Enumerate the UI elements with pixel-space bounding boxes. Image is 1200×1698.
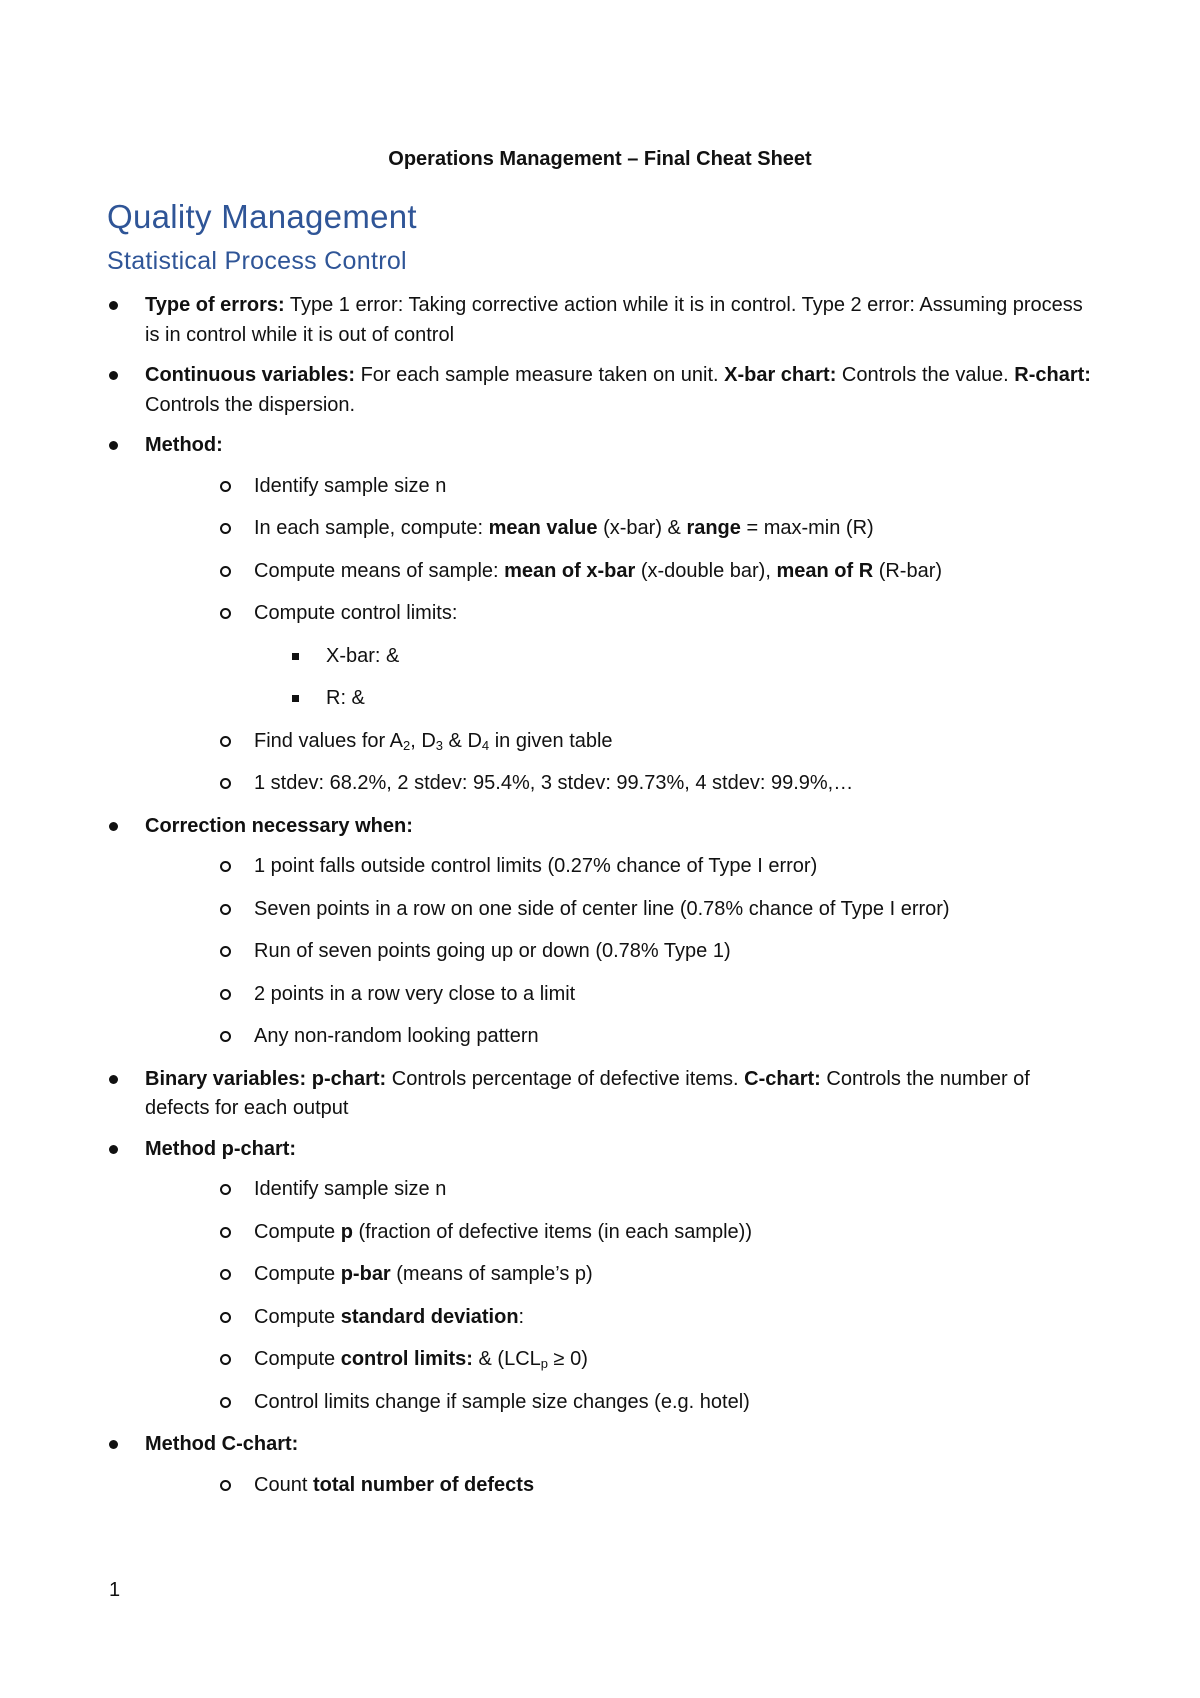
list-subitem: Control limits change if sample size changes (e.g. hotel) xyxy=(0,1388,1104,1418)
bullet-circle-icon xyxy=(220,1269,231,1280)
bullet-square-icon xyxy=(292,653,299,660)
list-item-type-of-errors: Type of errors: Type 1 error: Taking corrective action while it is in control. Type 2 error: Assuming process is in control while it is out of control xyxy=(0,291,1095,350)
heading-statistical-process-control: Statistical Process Control xyxy=(107,247,407,275)
list-item-method: Method: xyxy=(0,431,1095,461)
bullet-dot-icon xyxy=(109,441,118,450)
bullet-circle-icon xyxy=(220,1031,231,1042)
list-item-binary-variables: Binary variables: p-chart: Controls percentage of defective items. C-chart: Controls the number of defects for each output xyxy=(0,1065,1095,1124)
list-subitem: Any non-random looking pattern xyxy=(0,1022,1104,1052)
bullet-dot-icon xyxy=(109,1145,118,1154)
bullet-dot-icon xyxy=(109,1075,118,1084)
bullet-list xyxy=(0,291,1200,1513)
bullet-circle-icon xyxy=(220,608,231,619)
page-number: 1 xyxy=(109,1579,121,1601)
list-subitem: Compute means of sample: mean of x-bar (x-double bar), mean of R (R-bar) xyxy=(0,557,1104,587)
bullet-circle-icon xyxy=(220,1480,231,1491)
list-item-method-p-chart: Method p-chart: xyxy=(0,1135,1095,1165)
heading-quality-management: Quality Management xyxy=(107,198,417,235)
bullet-circle-icon xyxy=(220,904,231,915)
bullet-circle-icon xyxy=(220,1354,231,1365)
bullet-circle-icon xyxy=(220,736,231,747)
bullet-circle-icon xyxy=(220,523,231,534)
list-subitem: Find values for $A_2$, $D_3$ & $D_4$ in given table xyxy=(0,727,1104,757)
bullet-circle-icon xyxy=(220,1312,231,1323)
bullet-circle-icon xyxy=(220,1184,231,1195)
bullet-circle-icon xyxy=(220,861,231,872)
list-subitem: Count total number of defects xyxy=(0,1471,1104,1501)
list-subitem: Compute control limits: xyxy=(0,599,1104,629)
bullet-circle-icon xyxy=(220,566,231,577)
list-subitem: Compute p (fraction of defective items (in each sample)) xyxy=(0,1218,1104,1248)
bullet-circle-icon xyxy=(220,946,231,957)
list-subitem: 1 point falls outside control limits (0.27% chance of Type I error) xyxy=(0,852,1104,882)
document-title: Operations Management – Final Cheat Sheet xyxy=(388,148,812,170)
list-subitem: Identify sample size n xyxy=(0,472,1104,502)
bullet-circle-icon xyxy=(220,481,231,492)
bullet-circle-icon xyxy=(220,778,231,789)
list-item-method-c-chart: Method C-chart: xyxy=(0,1430,1095,1460)
list-subitem: 1 stdev: 68.2%, 2 stdev: 95.4%, 3 stdev: 99.73%, 4 stdev: 99.9%,… xyxy=(0,769,1104,799)
bullet-circle-icon xyxy=(220,1397,231,1408)
list-subitem: Compute control limits: & $(LCL_p \ge 0)$ xyxy=(0,1345,1104,1375)
list-subitem: Identify sample size n xyxy=(0,1175,1104,1205)
list-subitem: In each sample, compute: mean value (x-bar) & range = max-min (R) xyxy=(0,514,1104,544)
list-subitem: Seven points in a row on one side of center line (0.78% chance of Type I error) xyxy=(0,895,1104,925)
list-subitem: 2 points in a row very close to a limit xyxy=(0,980,1104,1010)
list-subsubitem: X-bar: & xyxy=(0,642,1106,672)
list-subsubitem: R: & xyxy=(0,684,1106,714)
list-subitem: Compute standard deviation: xyxy=(0,1303,1104,1333)
bullet-dot-icon xyxy=(109,301,118,310)
bullet-square-icon xyxy=(292,695,299,702)
list-subitem: Run of seven points going up or down (0.78% Type 1) xyxy=(0,937,1104,967)
list-subitem: Compute p-bar (means of sample’s p) xyxy=(0,1260,1104,1290)
bullet-circle-icon xyxy=(220,1227,231,1238)
bullet-dot-icon xyxy=(109,371,118,380)
bullet-circle-icon xyxy=(220,989,231,1000)
list-item-continuous-variables: Continuous variables: For each sample measure taken on unit. X-bar chart: Controls the value. R-chart: Controls the dispersion. xyxy=(0,361,1095,420)
list-item-correction: Correction necessary when: xyxy=(0,812,1095,842)
bullet-dot-icon xyxy=(109,822,118,831)
bullet-dot-icon xyxy=(109,1440,118,1449)
